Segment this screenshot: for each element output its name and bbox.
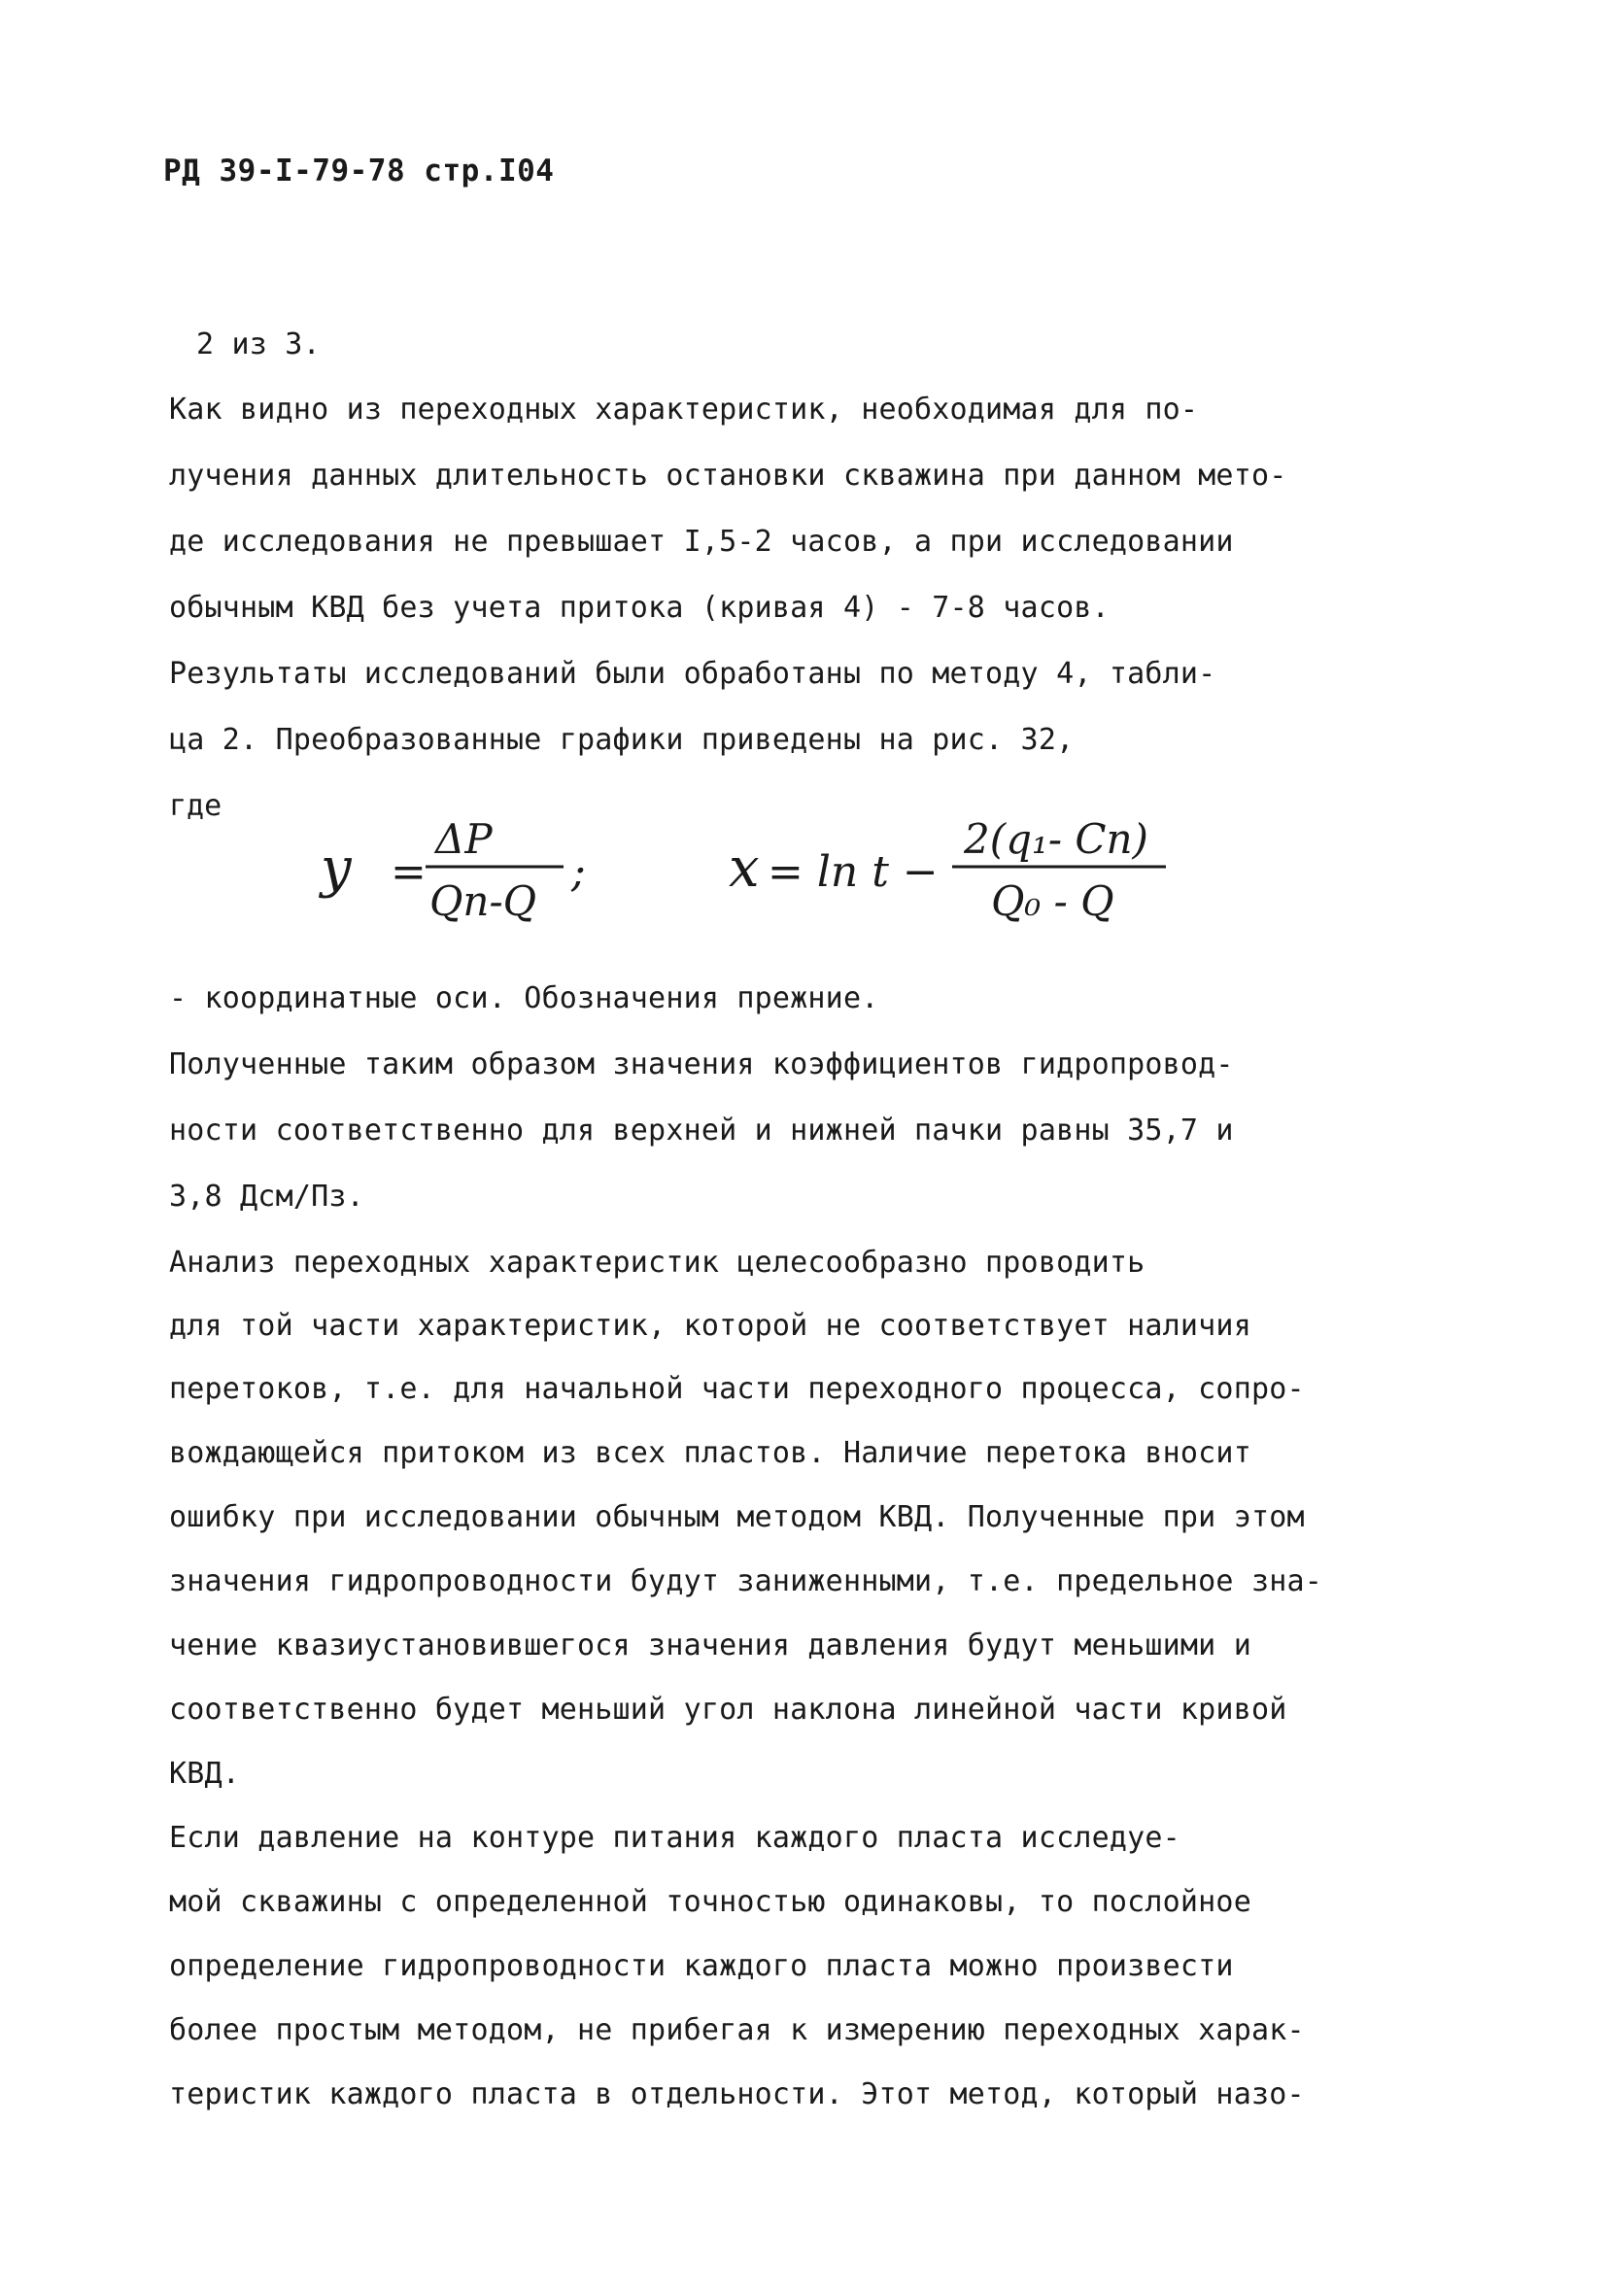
text-line: вождающейся притоком из всех пластов. Наличие перетока вносит [169,1436,1251,1470]
text-line: Анализ переходных характеристик целесообразно проводить [169,1246,1145,1280]
text-line: перетоков, т.е. для начальной части переходного процесса, сопро- [169,1372,1305,1406]
text-line: обычным КВД без учета притока (кривая 4) - 7-8 часов. [169,591,1110,625]
formula-separator: ; [571,847,586,897]
text-line: для той части характеристик, которой не соответствует наличия [169,1309,1251,1343]
text-line: де исследования не превышает I,5-2 часов, а при исследовании [169,525,1234,559]
formula-x-denominator: Q₀ - Q [991,877,1114,925]
text-line: Если давление на контуре питания каждого пласта исследуе- [169,1821,1180,1855]
formula-y-lhs: y [321,837,352,900]
text-line: ца 2. Преобразованные графики приведены на рис. 32, [169,723,1075,757]
text-line: ошибку при исследовании обычным методом КВД. Полученные при этом [169,1500,1305,1534]
text-line: определение гидропроводности каждого пласта можно произвести [169,1949,1234,1983]
text-line: 2 из 3. [196,327,321,361]
text-line: мой скважины с определенной точностью одинаковы, то послойное [169,1885,1251,1919]
text-line: ности соответственно для верхней и нижней пачки равны 35,7 и [169,1114,1234,1148]
text-line: КВД. [169,1757,241,1791]
formula-y-numerator: ΔP [435,815,493,863]
formula [311,797,1185,942]
text-line: соответственно будет меньший угол наклона линейной части кривой [169,1693,1287,1727]
text-line: 3,8 Дсм/Пз. [169,1180,364,1214]
text-line: теристик каждого пласта в отдельности. Этот метод, который назо- [169,2077,1305,2111]
formula-y-eq: = [391,847,427,897]
formula-x-ln-term: = ln t − [768,847,939,897]
text-line: Результаты исследований были обработаны по методу 4, табли- [169,657,1216,691]
text-line: лучения данных длительность остановки скважина при данном мето- [169,459,1287,493]
text-line: значения гидропроводности будут заниженными, т.е. предельное зна- [169,1564,1322,1598]
text-line: более простым методом, не прибегая к измерению переходных харак- [169,2013,1305,2047]
formula-x-numerator: 2(q₁- Cп) [964,815,1148,863]
formula-y-denominator: Qп-Q [429,877,537,925]
formula-x-lhs: x [729,837,760,900]
text-line: Полученные таким образом значения коэффициентов гидропровод- [169,1047,1234,1081]
document-header: РД 39-I-79-78 стр.I04 [163,154,555,188]
text-line: - координатные оси. Обозначения прежние. [169,981,879,1015]
text-line: чение квазиустановившегося значения давления будут меньшими и [169,1628,1251,1662]
formula-label: где [169,789,222,823]
text-line: Как видно из переходных характеристик, необходимая для по- [169,393,1199,427]
